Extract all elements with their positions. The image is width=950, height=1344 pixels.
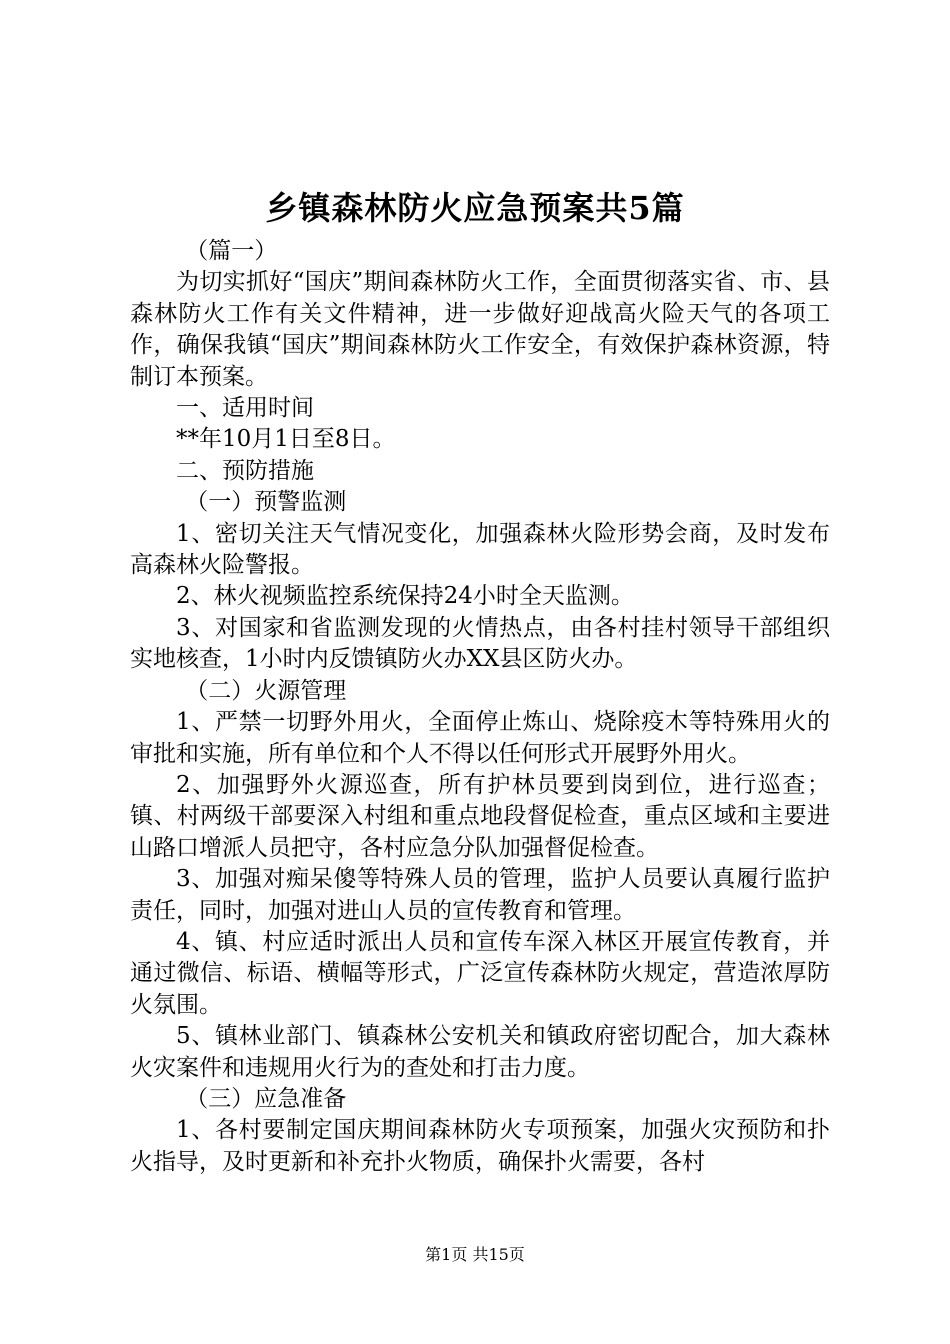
paragraph: 二、预防措施: [176, 457, 314, 484]
paragraph: 3、加强对痴呆傻等特殊人员的管理，监护人员要认真履行监护责任，同时，加强对进山人员的宣传教育和管理。: [130, 866, 830, 924]
paragraph: 1、各村要制定国庆期间森林防火专项预案，加强火灾预防和扑火指导，及时更新和补充扑火物质，确保扑火需要，各村: [130, 1117, 830, 1175]
paragraph: 5、镇林业部门、镇森林公安机关和镇政府密切配合，加大森林火灾案件和违规用火行为的查处和打击力度。: [130, 1023, 830, 1081]
paragraph: （一）预警监测: [185, 489, 347, 516]
paragraph: **年10月1日至8日。: [176, 426, 396, 453]
paragraph: （二）火源管理: [185, 677, 347, 704]
document-body: [130, 236, 830, 1178]
page-footer: 第1页 共15页: [425, 1245, 525, 1264]
paragraph: 2、加强野外火源巡查，所有护林员要到岗到位，进行巡查；镇、村两级干部要深入村组和重点地段督促检查，重点区域和主要进山路口增派人员把守，各村应急分队加强督促检查。: [130, 771, 830, 861]
paragraph: 3、对国家和省监测发现的火情热点，由各村挂村领导干部组织实地核查，1小时内反馈镇防火办XX县区防火办。: [130, 614, 830, 673]
paragraph: 1、严禁一切野外用火，全面停止炼山、烧除疫木等特殊用火的审批和实施，所有单位和个人不得以任何形式开展野外用火。: [130, 709, 830, 767]
paragraph: 一、适用时间: [176, 395, 314, 422]
paragraph: 4、镇、村应适时派出人员和宣传车深入林区开展宣传教育，并通过微信、标语、横幅等形式，广泛宣传森林防火规定，营造浓厚防火氛围。: [130, 928, 830, 1018]
paragraph: 1、密切关注天气情况变化，加强森林火险形势会商，及时发布高森林火险警报。: [130, 520, 830, 579]
paragraph: 为切实抓好“国庆”期间森林防火工作，全面贯彻落实省、市、县森林防火工作有关文件精神，进一步做好迎战高火险天气的各项工作，确保我镇“国庆”期间森林防火工作安全，有效保护森林资源，特制订本预案。: [130, 269, 830, 390]
paragraph: （篇一）: [185, 238, 278, 264]
paragraph: 2、林火视频监控系统保持24小时全天监测。: [176, 583, 634, 610]
paragraph: （三）应急准备: [185, 1085, 347, 1112]
document-title: 乡镇森林防火应急预案共5篇: [265, 189, 685, 227]
